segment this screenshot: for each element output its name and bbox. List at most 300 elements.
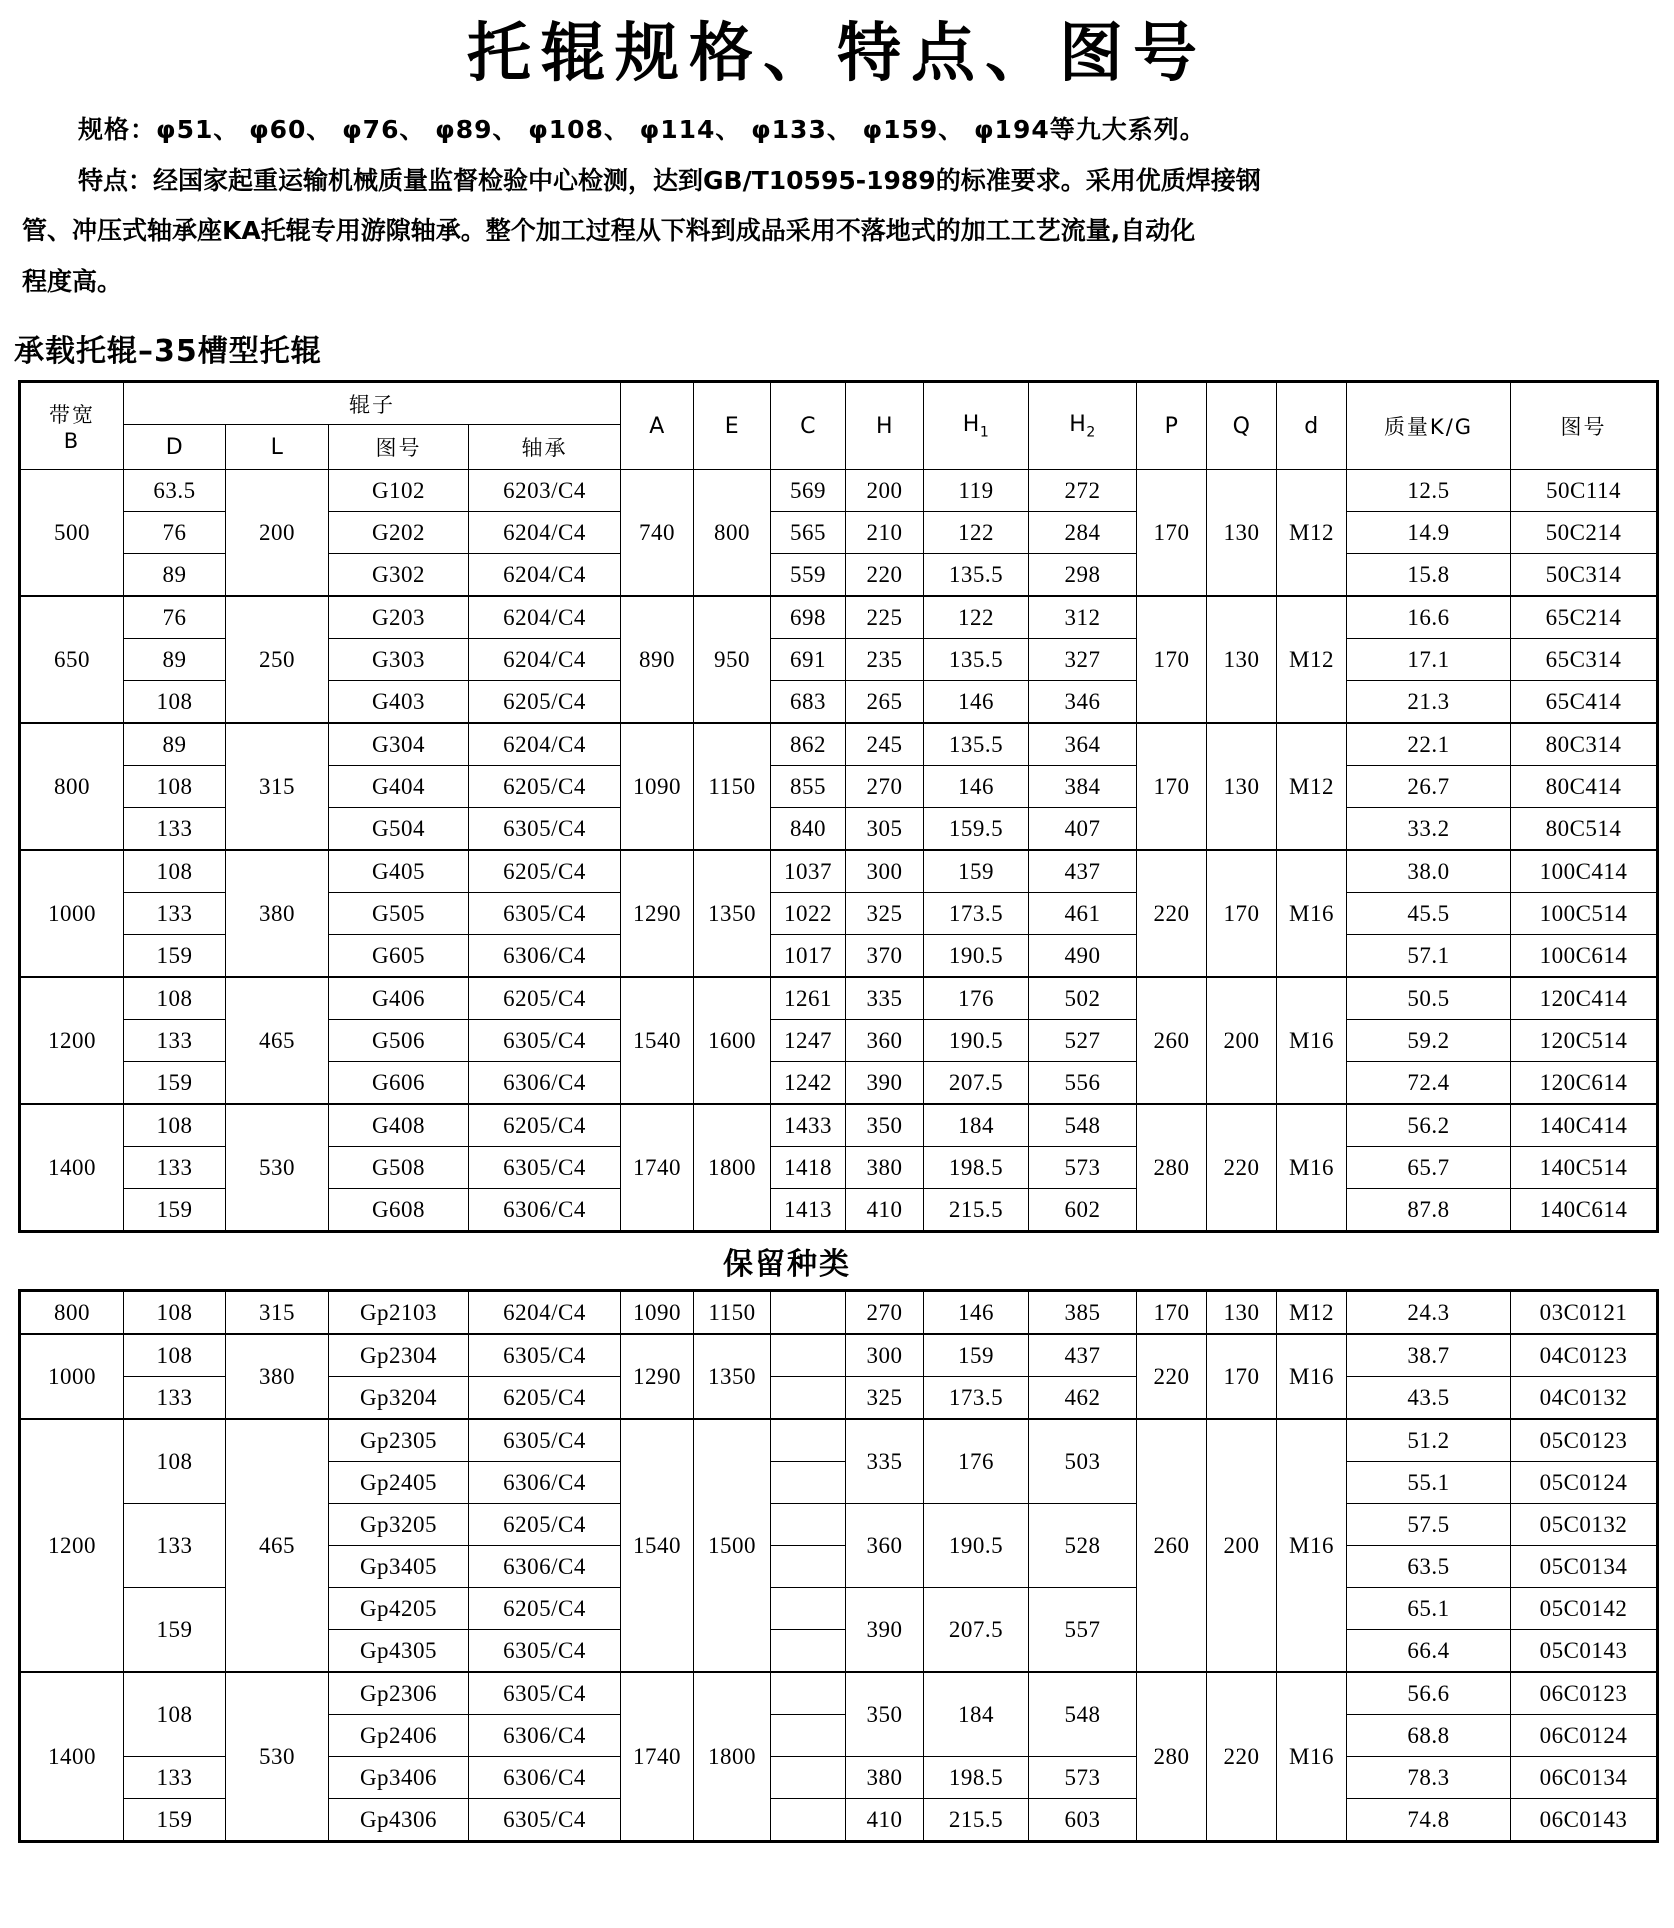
cell-bearing: 6306/C4 (469, 1189, 621, 1232)
header-band-width-symbol: B (63, 429, 81, 453)
cell-c (771, 1757, 846, 1799)
cell-h2: 364 (1029, 723, 1137, 766)
cell-c: 683 (771, 681, 846, 724)
cell-drawing-no: G303 (329, 639, 469, 681)
cell-bearing: 6205/C4 (469, 1104, 621, 1147)
cell-h: 325 (846, 1377, 924, 1420)
cell-drawing-no: G304 (329, 723, 469, 766)
cell-roller-d: 89 (124, 723, 226, 766)
spec-text: φ51、 φ60、 φ76、 φ89、 φ108、 φ114、 φ133、 φ159、 φ194等九大系列。 (156, 115, 1206, 144)
cell-bearing: 6205/C4 (469, 850, 621, 893)
cell-a: 1740 (621, 1104, 694, 1232)
cell-h1: 207.5 (924, 1588, 1029, 1673)
cell-roller-d: 159 (124, 1588, 226, 1673)
cell-bearing: 6204/C4 (469, 554, 621, 597)
cell-drawing-no: G608 (329, 1189, 469, 1232)
cell-h2: 490 (1029, 935, 1137, 978)
cell-h1: 190.5 (924, 1504, 1029, 1588)
cell-h2: 527 (1029, 1020, 1137, 1062)
cell-h2: 327 (1029, 639, 1137, 681)
cell-drawing-no: Gp3406 (329, 1757, 469, 1799)
cell-p: 260 (1137, 977, 1207, 1104)
cell-h1: 173.5 (924, 893, 1029, 935)
cell-h1: 176 (924, 1419, 1029, 1504)
cell-part-no: 05C0132 (1511, 1504, 1658, 1546)
cell-c (771, 1588, 846, 1630)
cell-mass: 26.7 (1347, 766, 1511, 808)
cell-c: 862 (771, 723, 846, 766)
cell-bearing: 6305/C4 (469, 1630, 621, 1673)
cell-part-no: 120C514 (1511, 1020, 1658, 1062)
table-row (20, 1291, 1658, 1335)
cell-c: 855 (771, 766, 846, 808)
cell-mass: 59.2 (1347, 1020, 1511, 1062)
cell-c: 1261 (771, 977, 846, 1020)
reserved-types-title: 保留种类 (723, 1247, 851, 1282)
cell-p: 280 (1137, 1104, 1207, 1232)
cell-bearing: 6306/C4 (469, 1546, 621, 1588)
cell-mass: 68.8 (1347, 1715, 1511, 1757)
header-d-small: d (1277, 382, 1347, 470)
cell-band-width: 1000 (20, 850, 124, 977)
cell-q: 130 (1207, 723, 1277, 850)
header-e: E (694, 382, 771, 470)
cell-part-no: 140C414 (1511, 1104, 1658, 1147)
cell-h: 350 (846, 1672, 924, 1757)
cell-h2: 603 (1029, 1799, 1137, 1842)
cell-e: 950 (694, 596, 771, 723)
cell-drawing-no: G605 (329, 935, 469, 978)
cell-mass: 63.5 (1347, 1546, 1511, 1588)
cell-roller-l: 530 (226, 1104, 329, 1232)
cell-bearing: 6306/C4 (469, 1062, 621, 1105)
cell-drawing-no: Gp2305 (329, 1419, 469, 1462)
cell-drawing-no: Gp4205 (329, 1588, 469, 1630)
cell-p: 220 (1137, 1334, 1207, 1419)
cell-d-thread: M16 (1277, 977, 1347, 1104)
cell-part-no: 120C414 (1511, 977, 1658, 1020)
cell-h2: 384 (1029, 766, 1137, 808)
cell-bearing: 6306/C4 (469, 1757, 621, 1799)
cell-h: 245 (846, 723, 924, 766)
cell-a: 1540 (621, 977, 694, 1104)
cell-c (771, 1291, 846, 1335)
cell-roller-d: 89 (124, 639, 226, 681)
section-title: 承载托辊–35槽型托辊 (14, 334, 322, 369)
intro-block (22, 108, 1652, 304)
cell-bearing: 6305/C4 (469, 808, 621, 851)
cell-a: 1740 (621, 1672, 694, 1842)
cell-h2: 602 (1029, 1189, 1137, 1232)
cell-h: 335 (846, 1419, 924, 1504)
cell-mass: 50.5 (1347, 977, 1511, 1020)
cell-band-width: 800 (20, 1291, 124, 1335)
cell-h1: 190.5 (924, 1020, 1029, 1062)
cell-h1: 122 (924, 596, 1029, 639)
cell-roller-l: 530 (226, 1672, 329, 1842)
cell-bearing: 6305/C4 (469, 1147, 621, 1189)
cell-roller-d: 63.5 (124, 470, 226, 512)
cell-h2: 437 (1029, 850, 1137, 893)
cell-part-no: 140C514 (1511, 1147, 1658, 1189)
cell-bearing: 6203/C4 (469, 470, 621, 512)
cell-bearing: 6205/C4 (469, 681, 621, 724)
cell-h1: 159.5 (924, 808, 1029, 851)
cell-roller-d: 133 (124, 1757, 226, 1799)
cell-part-no: 04C0132 (1511, 1377, 1658, 1420)
cell-bearing: 6204/C4 (469, 1291, 621, 1335)
cell-mass: 15.8 (1347, 554, 1511, 597)
bottom-spacer (0, 1843, 1674, 1853)
cell-h2: 346 (1029, 681, 1137, 724)
table-row (20, 1419, 1658, 1462)
cell-h2: 385 (1029, 1291, 1137, 1335)
cell-h: 370 (846, 935, 924, 978)
cell-h1: 173.5 (924, 1377, 1029, 1420)
cell-p: 280 (1137, 1672, 1207, 1842)
cell-part-no: 50C314 (1511, 554, 1658, 597)
page-title: 托辊规格、特点、图号 (467, 17, 1207, 91)
cell-h2: 298 (1029, 554, 1137, 597)
cell-drawing-no: G406 (329, 977, 469, 1020)
cell-drawing-no: Gp4305 (329, 1630, 469, 1673)
cell-h: 210 (846, 512, 924, 554)
cell-h: 300 (846, 850, 924, 893)
cell-c: 840 (771, 808, 846, 851)
cell-p: 170 (1137, 1291, 1207, 1335)
cell-part-no: 03C0121 (1511, 1291, 1658, 1335)
cell-c: 1242 (771, 1062, 846, 1105)
cell-band-width: 1400 (20, 1672, 124, 1842)
cell-part-no: 65C314 (1511, 639, 1658, 681)
cell-h: 360 (846, 1504, 924, 1588)
cell-drawing-no: G405 (329, 850, 469, 893)
cell-part-no: 05C0124 (1511, 1462, 1658, 1504)
cell-d-thread: M12 (1277, 596, 1347, 723)
cell-bearing: 6306/C4 (469, 1462, 621, 1504)
table-row (20, 1104, 1658, 1147)
cell-roller-l: 380 (226, 850, 329, 977)
cell-roller-d: 89 (124, 554, 226, 597)
cell-e: 1600 (694, 977, 771, 1104)
cell-e: 1350 (694, 1334, 771, 1419)
cell-h1: 176 (924, 977, 1029, 1020)
cell-drawing-no: G202 (329, 512, 469, 554)
cell-c (771, 1715, 846, 1757)
cell-h2: 437 (1029, 1334, 1137, 1377)
cell-q: 200 (1207, 977, 1277, 1104)
cell-p: 220 (1137, 850, 1207, 977)
cell-h1: 198.5 (924, 1757, 1029, 1799)
cell-drawing-no: G504 (329, 808, 469, 851)
cell-band-width: 800 (20, 723, 124, 850)
cell-mass: 72.4 (1347, 1062, 1511, 1105)
cell-roller-d: 133 (124, 893, 226, 935)
cell-part-no: 05C0142 (1511, 1588, 1658, 1630)
cell-h: 380 (846, 1147, 924, 1189)
cell-c (771, 1504, 846, 1546)
cell-c: 1247 (771, 1020, 846, 1062)
cell-q: 130 (1207, 470, 1277, 597)
cell-q: 220 (1207, 1672, 1277, 1842)
cell-h: 410 (846, 1189, 924, 1232)
cell-h2: 272 (1029, 470, 1137, 512)
table-row (20, 850, 1658, 893)
cell-h: 270 (846, 766, 924, 808)
table-row (20, 1672, 1658, 1715)
cell-drawing-no: G505 (329, 893, 469, 935)
cell-bearing: 6305/C4 (469, 893, 621, 935)
cell-h2: 548 (1029, 1672, 1137, 1757)
cell-drawing-no: G404 (329, 766, 469, 808)
header-h: H (846, 382, 924, 470)
cell-h1: 146 (924, 766, 1029, 808)
cell-drawing-no: Gp2103 (329, 1291, 469, 1335)
cell-h1: 159 (924, 1334, 1029, 1377)
cell-h: 360 (846, 1020, 924, 1062)
cell-mass: 17.1 (1347, 639, 1511, 681)
cell-mass: 21.3 (1347, 681, 1511, 724)
cell-drawing-no: Gp2304 (329, 1334, 469, 1377)
cell-mass: 24.3 (1347, 1291, 1511, 1335)
cell-mass: 56.2 (1347, 1104, 1511, 1147)
cell-bearing: 6204/C4 (469, 512, 621, 554)
cell-roller-d: 159 (124, 1799, 226, 1842)
cell-mass: 38.7 (1347, 1334, 1511, 1377)
cell-drawing-no: Gp4306 (329, 1799, 469, 1842)
cell-h1: 190.5 (924, 935, 1029, 978)
cell-q: 200 (1207, 1419, 1277, 1672)
table-row (20, 1334, 1658, 1377)
cell-h1: 122 (924, 512, 1029, 554)
cell-q: 130 (1207, 596, 1277, 723)
header-drawing-no: 图号 (329, 425, 469, 470)
cell-drawing-no: G506 (329, 1020, 469, 1062)
cell-mass: 43.5 (1347, 1377, 1511, 1420)
header-p: P (1137, 382, 1207, 470)
cell-c (771, 1630, 846, 1673)
cell-h: 270 (846, 1291, 924, 1335)
cell-a: 1090 (621, 723, 694, 850)
cell-drawing-no: G606 (329, 1062, 469, 1105)
cell-c (771, 1334, 846, 1377)
cell-roller-d: 159 (124, 935, 226, 978)
cell-h1: 198.5 (924, 1147, 1029, 1189)
header-l: L (226, 425, 329, 470)
cell-e: 800 (694, 470, 771, 597)
cell-h1: 215.5 (924, 1189, 1029, 1232)
cell-band-width: 1400 (20, 1104, 124, 1232)
cell-part-no: 100C514 (1511, 893, 1658, 935)
cell-bearing: 6204/C4 (469, 723, 621, 766)
cell-a: 1290 (621, 850, 694, 977)
cell-d-thread: M12 (1277, 723, 1347, 850)
header-q: Q (1207, 382, 1277, 470)
cell-drawing-no: Gp3205 (329, 1504, 469, 1546)
cell-a: 890 (621, 596, 694, 723)
cell-h2: 528 (1029, 1504, 1137, 1588)
cell-part-no: 80C514 (1511, 808, 1658, 851)
cell-mass: 14.9 (1347, 512, 1511, 554)
cell-roller-d: 108 (124, 1419, 226, 1504)
cell-part-no: 50C214 (1511, 512, 1658, 554)
cell-q: 170 (1207, 850, 1277, 977)
cell-part-no: 06C0123 (1511, 1672, 1658, 1715)
cell-roller-l: 200 (226, 470, 329, 597)
cell-h1: 146 (924, 681, 1029, 724)
cell-part-no: 80C314 (1511, 723, 1658, 766)
cell-mass: 51.2 (1347, 1419, 1511, 1462)
cell-a: 1090 (621, 1291, 694, 1335)
cell-bearing: 6306/C4 (469, 935, 621, 978)
cell-roller-d: 76 (124, 596, 226, 639)
feature-paragraph-line3: 程度高。 (22, 266, 123, 296)
cell-h2: 557 (1029, 1588, 1137, 1673)
spec-paragraph (22, 108, 1652, 153)
cell-mass: 65.1 (1347, 1588, 1511, 1630)
cell-e: 1800 (694, 1104, 771, 1232)
document-page (0, 8, 1674, 1853)
cell-c: 1418 (771, 1147, 846, 1189)
cell-h2: 284 (1029, 512, 1137, 554)
cell-q: 220 (1207, 1104, 1277, 1232)
cell-mass: 65.7 (1347, 1147, 1511, 1189)
cell-bearing: 6205/C4 (469, 1588, 621, 1630)
cell-mass: 38.0 (1347, 850, 1511, 893)
cell-roller-d: 159 (124, 1189, 226, 1232)
header-mass: 质量K/G (1347, 382, 1511, 470)
cell-drawing-no: Gp2406 (329, 1715, 469, 1757)
cell-c (771, 1546, 846, 1588)
cell-roller-d: 108 (124, 1672, 226, 1757)
cell-roller-d: 133 (124, 1020, 226, 1062)
cell-d-thread: M12 (1277, 1291, 1347, 1335)
cell-h1: 159 (924, 850, 1029, 893)
cell-d-thread: M16 (1277, 850, 1347, 977)
header-bearing: 轴承 (469, 425, 621, 470)
cell-drawing-no: G403 (329, 681, 469, 724)
cell-d-thread: M16 (1277, 1104, 1347, 1232)
cell-c (771, 1799, 846, 1842)
cell-h1: 184 (924, 1672, 1029, 1757)
cell-roller-l: 315 (226, 723, 329, 850)
cell-h2: 461 (1029, 893, 1137, 935)
cell-e: 1350 (694, 850, 771, 977)
cell-roller-d: 133 (124, 1147, 226, 1189)
table2-body (20, 1291, 1658, 1842)
table1-header-row-1 (20, 382, 1658, 425)
cell-h2: 548 (1029, 1104, 1137, 1147)
cell-part-no: 04C0123 (1511, 1334, 1658, 1377)
cell-d-thread: M16 (1277, 1672, 1347, 1842)
cell-h2: 573 (1029, 1757, 1137, 1799)
cell-a: 1540 (621, 1419, 694, 1672)
cell-h2: 312 (1029, 596, 1137, 639)
cell-part-no: 100C614 (1511, 935, 1658, 978)
cell-drawing-no: G102 (329, 470, 469, 512)
cell-mass: 45.5 (1347, 893, 1511, 935)
cell-c: 1413 (771, 1189, 846, 1232)
cell-h: 225 (846, 596, 924, 639)
cell-part-no: 06C0143 (1511, 1799, 1658, 1842)
cell-e: 1150 (694, 1291, 771, 1335)
cell-a: 740 (621, 470, 694, 597)
cell-part-no: 65C214 (1511, 596, 1658, 639)
cell-roller-d: 108 (124, 681, 226, 724)
cell-roller-l: 465 (226, 1419, 329, 1672)
cell-mass: 87.8 (1347, 1189, 1511, 1232)
header-a: A (621, 382, 694, 470)
cell-roller-d: 133 (124, 1377, 226, 1420)
cell-roller-d: 108 (124, 766, 226, 808)
cell-bearing: 6205/C4 (469, 1504, 621, 1546)
cell-q: 170 (1207, 1334, 1277, 1419)
cell-h: 410 (846, 1799, 924, 1842)
cell-bearing: 6204/C4 (469, 596, 621, 639)
cell-part-no: 140C614 (1511, 1189, 1658, 1232)
cell-h1: 215.5 (924, 1799, 1029, 1842)
cell-roller-l: 465 (226, 977, 329, 1104)
cell-a: 1290 (621, 1334, 694, 1419)
cell-h1: 135.5 (924, 554, 1029, 597)
cell-bearing: 6204/C4 (469, 639, 621, 681)
cell-c: 1433 (771, 1104, 846, 1147)
cell-mass: 57.1 (1347, 935, 1511, 978)
cell-h: 325 (846, 893, 924, 935)
table-row (20, 596, 1658, 639)
cell-drawing-no: G203 (329, 596, 469, 639)
cell-part-no: 06C0124 (1511, 1715, 1658, 1757)
cell-e: 1500 (694, 1419, 771, 1672)
cell-mass: 74.8 (1347, 1799, 1511, 1842)
cell-part-no: 80C414 (1511, 766, 1658, 808)
cell-p: 260 (1137, 1419, 1207, 1672)
cell-mass: 57.5 (1347, 1504, 1511, 1546)
cell-h: 265 (846, 681, 924, 724)
table-row (20, 470, 1658, 512)
cell-e: 1800 (694, 1672, 771, 1842)
cell-c: 691 (771, 639, 846, 681)
cell-h: 335 (846, 977, 924, 1020)
cell-bearing: 6305/C4 (469, 1334, 621, 1377)
cell-drawing-no: Gp3405 (329, 1546, 469, 1588)
header-c: C (771, 382, 846, 470)
cell-mass: 22.1 (1347, 723, 1511, 766)
cell-c: 565 (771, 512, 846, 554)
cell-part-no: 65C414 (1511, 681, 1658, 724)
cell-roller-d: 108 (124, 977, 226, 1020)
cell-mass: 66.4 (1347, 1630, 1511, 1673)
cell-bearing: 6205/C4 (469, 977, 621, 1020)
cell-h1: 146 (924, 1291, 1029, 1335)
cell-roller-d: 108 (124, 1104, 226, 1147)
spec-table-primary (18, 380, 1659, 1233)
feature-paragraph-line1: 特点：经国家起重运输机械质量监督检验中心检测，达到GB/T10595-1989的标准要求。采用优质焊接钢 (78, 165, 1261, 195)
cell-h2: 407 (1029, 808, 1137, 851)
cell-c: 1022 (771, 893, 846, 935)
cell-bearing: 6305/C4 (469, 1020, 621, 1062)
cell-bearing: 6306/C4 (469, 1715, 621, 1757)
cell-part-no: 05C0123 (1511, 1419, 1658, 1462)
cell-d-thread: M12 (1277, 470, 1347, 597)
cell-c (771, 1672, 846, 1715)
cell-mass: 78.3 (1347, 1757, 1511, 1799)
cell-h1: 119 (924, 470, 1029, 512)
table-row (20, 723, 1658, 766)
header-roller-group: 辊子 (124, 382, 621, 425)
cell-p: 170 (1137, 596, 1207, 723)
cell-band-width: 500 (20, 470, 124, 597)
